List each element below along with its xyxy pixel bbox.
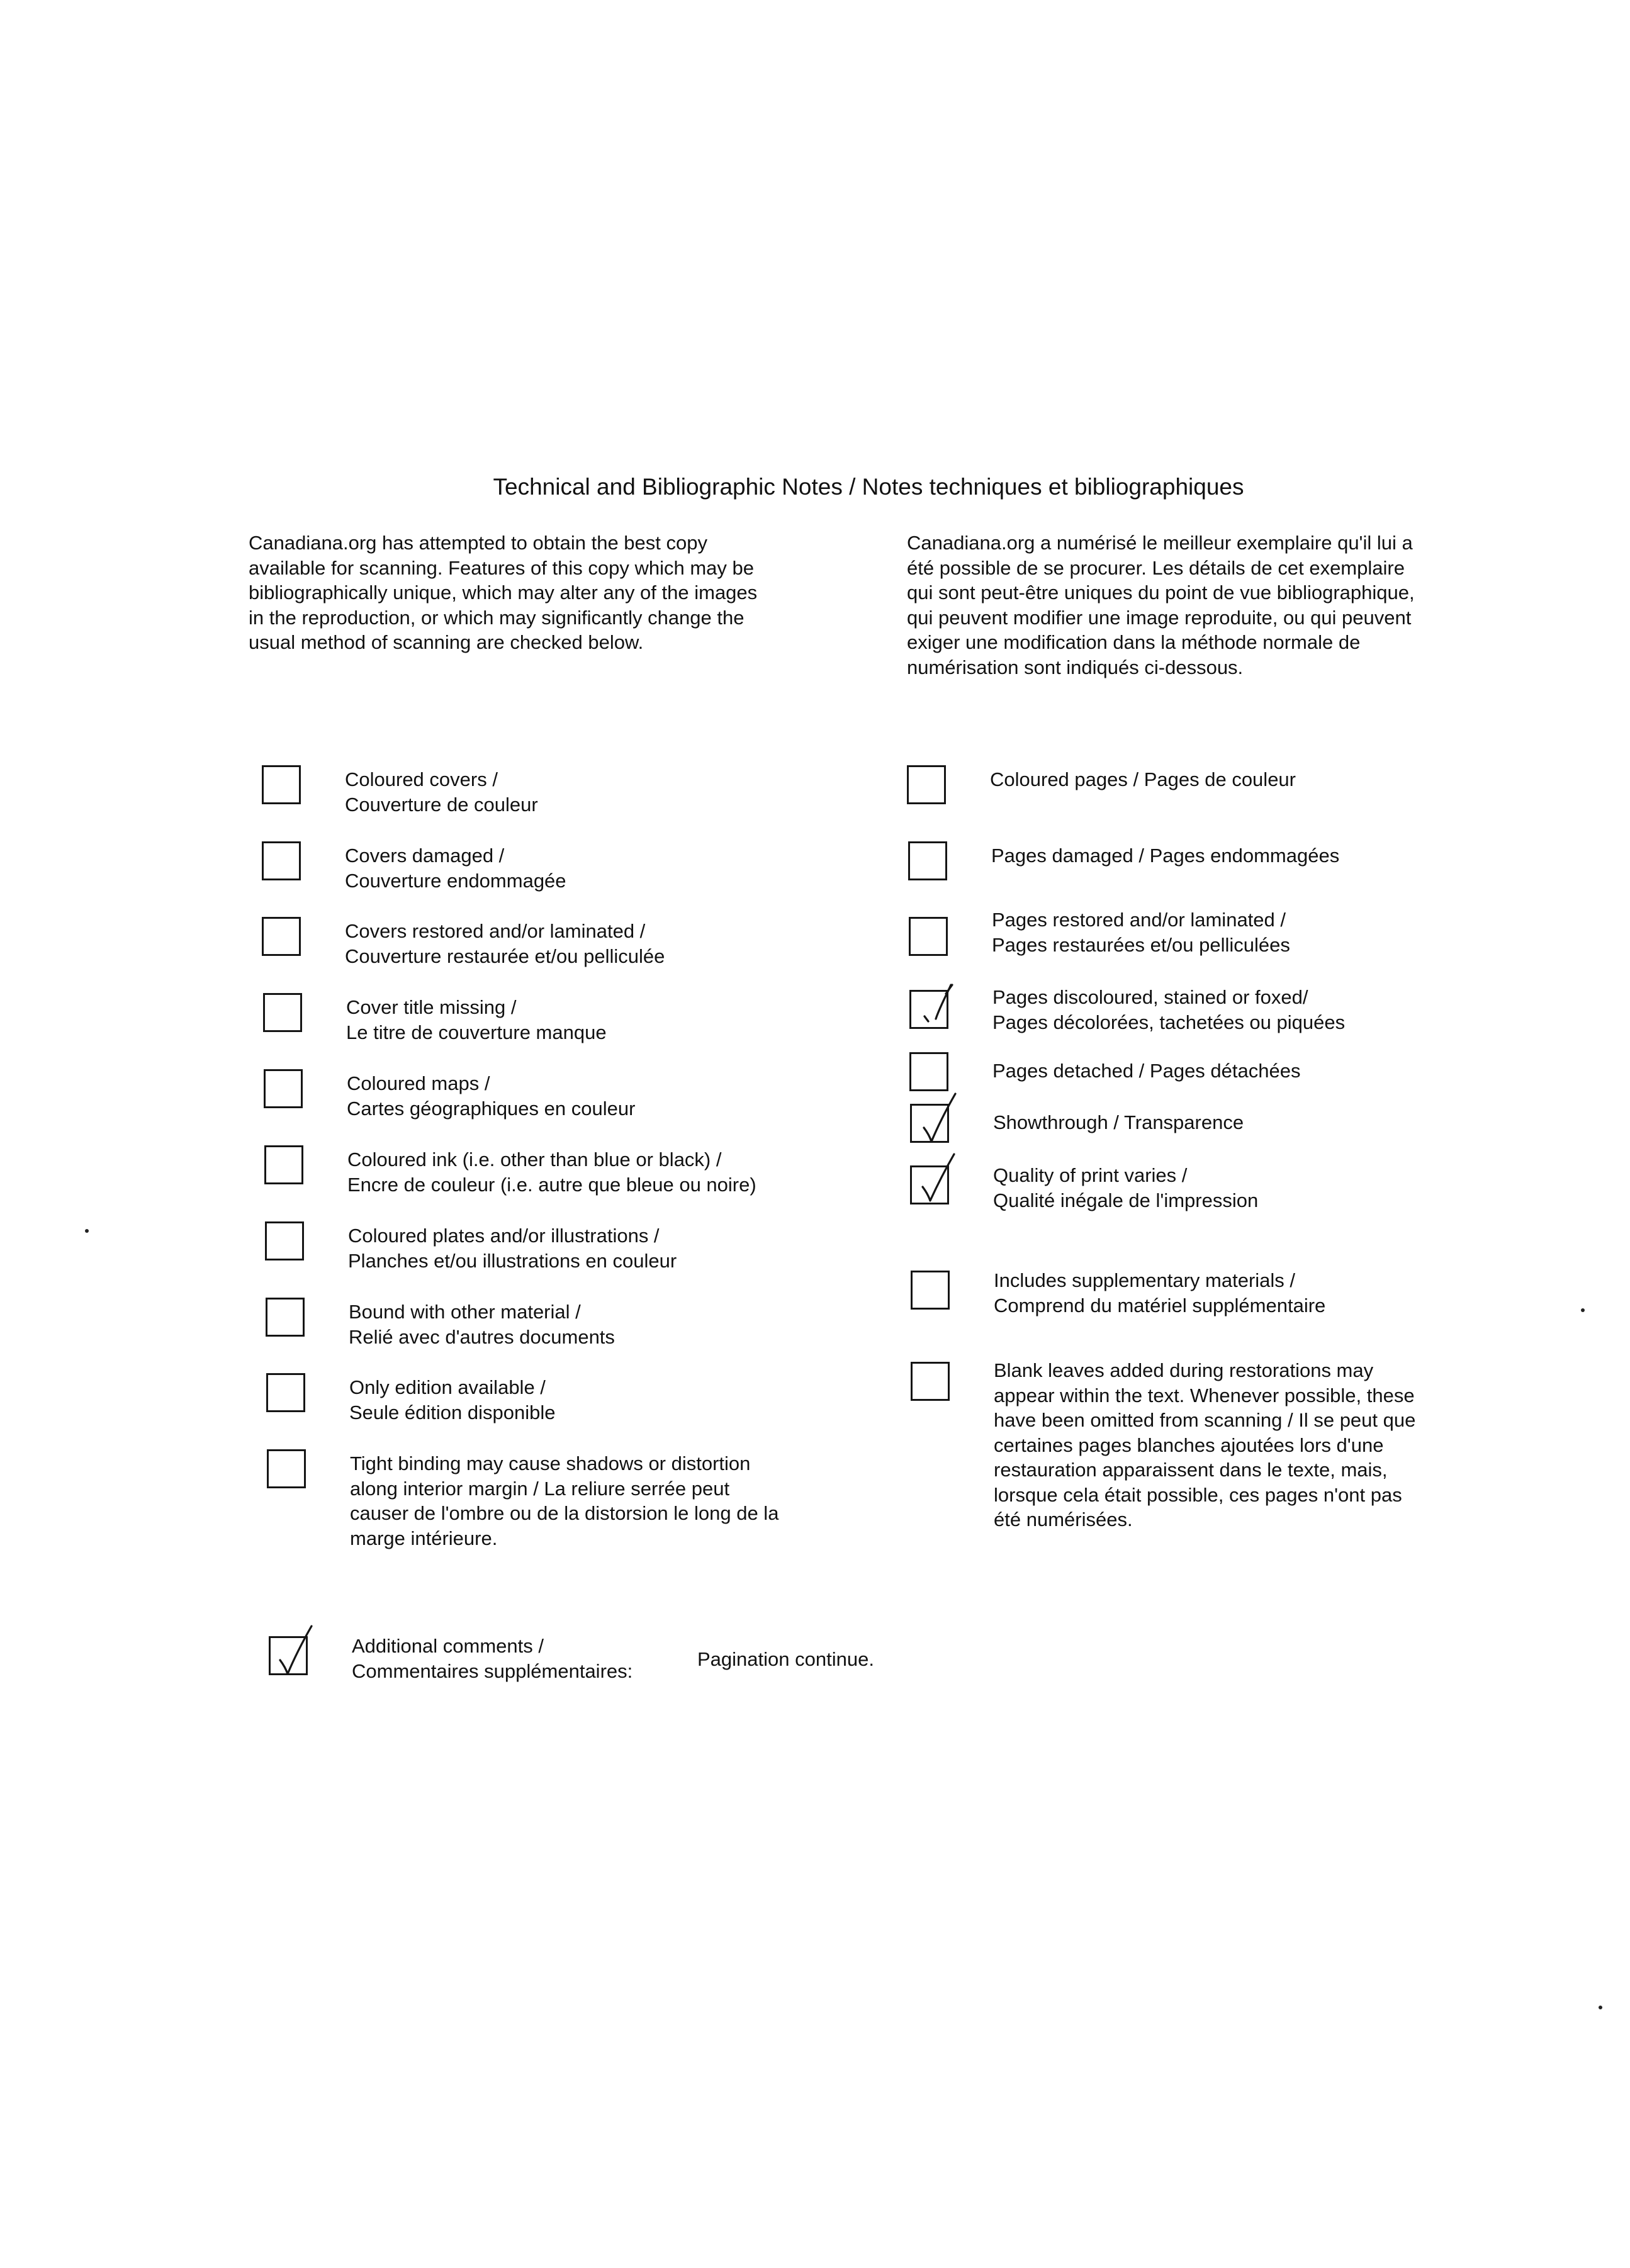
note-label: Showthrough / Transparence: [993, 1111, 1244, 1133]
checkbox: [264, 1069, 303, 1108]
page-title: Technical and Bibliographic Notes / Notes techniques et bibliographiques: [493, 474, 1244, 500]
checkbox: [264, 1145, 303, 1184]
note-label: Pages restored and/or laminated / Pages restaurées et/ou pelliculées: [992, 909, 1290, 956]
checkbox: [911, 1362, 950, 1401]
check-mark-icon: [907, 975, 964, 1035]
note-label: Coloured plates and/or illustrations / Planches et/ou illustrations en couleur: [348, 1225, 677, 1272]
comments-label: Additional comments / Commentaires supplémentaires:: [352, 1635, 633, 1682]
scan-speck: [85, 1229, 89, 1233]
scan-speck: [1581, 1308, 1585, 1312]
note-label: Tight binding may cause shadows or distortion along interior margin / La reliure serrée peut causer de l'ombre ou de la distorsion le long de la marge intérieure.: [350, 1452, 779, 1549]
checkbox: [909, 917, 948, 956]
intro-french: Canadiana.org a numérisé le meilleur exemplaire qu'il lui a été possible de se procurer. Les détails de cet exemplaire qui sont peut-être uniques du point de vue bibliographique, qui peuvent modifier une image reproduite, ou qui peuvent exiger une modification dans la méthode normale de numérisation sont indiqués ci-dessous.: [907, 532, 1415, 678]
note-label: Pages damaged / Pages endommagées: [991, 845, 1340, 867]
note-label: Quality of print varies / Qualité inégale de l'impression: [993, 1164, 1259, 1211]
checkbox: [907, 765, 946, 804]
check-mark-icon: [908, 1089, 964, 1149]
checkbox: [266, 1298, 305, 1337]
note-label: Covers restored and/or laminated / Couverture restaurée et/ou pelliculée: [345, 920, 665, 967]
checkbox: [908, 841, 947, 880]
scan-speck: [1599, 2006, 1602, 2009]
checkbox: [265, 1221, 304, 1260]
note-label: Blank leaves added during restorations may appear within the text. Whenever possible, these have been omitted from scanning / Il se peut que certaines pages blanches ajoutées lors d'une restauration apparaissent dans le texte, mais, lorsque cela était possible, ces pages n'ont pas été numérisées.: [994, 1359, 1416, 1530]
note-label: Bound with other material / Relié avec d'autres documents: [349, 1301, 615, 1348]
note-label: Covers damaged / Couverture endommagée: [345, 845, 566, 892]
checkbox: [909, 1052, 948, 1091]
note-label: Only edition available / Seule édition disponible: [349, 1376, 556, 1423]
note-label: Pages detached / Pages détachées: [992, 1060, 1301, 1082]
note-label: Coloured maps / Cartes géographiques en couleur: [347, 1072, 636, 1120]
checkbox: [266, 1373, 305, 1412]
note-label: Cover title missing / Le titre de couverture manque: [346, 996, 607, 1043]
checkbox: [267, 1449, 306, 1488]
check-mark-icon: [266, 1621, 323, 1681]
note-label: Pages discoloured, stained or foxed/ Pages décolorées, tachetées ou piquées: [992, 986, 1346, 1033]
checkbox: [263, 993, 302, 1032]
note-label: Includes supplementary materials / Comprend du matériel supplémentaire: [994, 1269, 1326, 1316]
checkbox: [262, 765, 301, 804]
note-label: Coloured ink (i.e. other than blue or black) / Encre de couleur (i.e. autre que bleue ou noire): [347, 1148, 756, 1196]
check-mark-icon: [908, 1150, 964, 1211]
note-label: Coloured pages / Pages de couleur: [990, 768, 1296, 790]
checkbox: [262, 917, 301, 956]
comments-value: Pagination continue.: [697, 1648, 874, 1670]
note-label: Coloured covers / Couverture de couleur: [345, 768, 538, 816]
intro-english: Canadiana.org has attempted to obtain the best copy available for scanning. Features of this copy which may be bibliographically unique, which may alter any of the images in the reproduction, or which may significantly change the usual method of scanning are checked below.: [249, 532, 758, 653]
checkbox: [911, 1271, 950, 1310]
checkbox: [262, 841, 301, 880]
